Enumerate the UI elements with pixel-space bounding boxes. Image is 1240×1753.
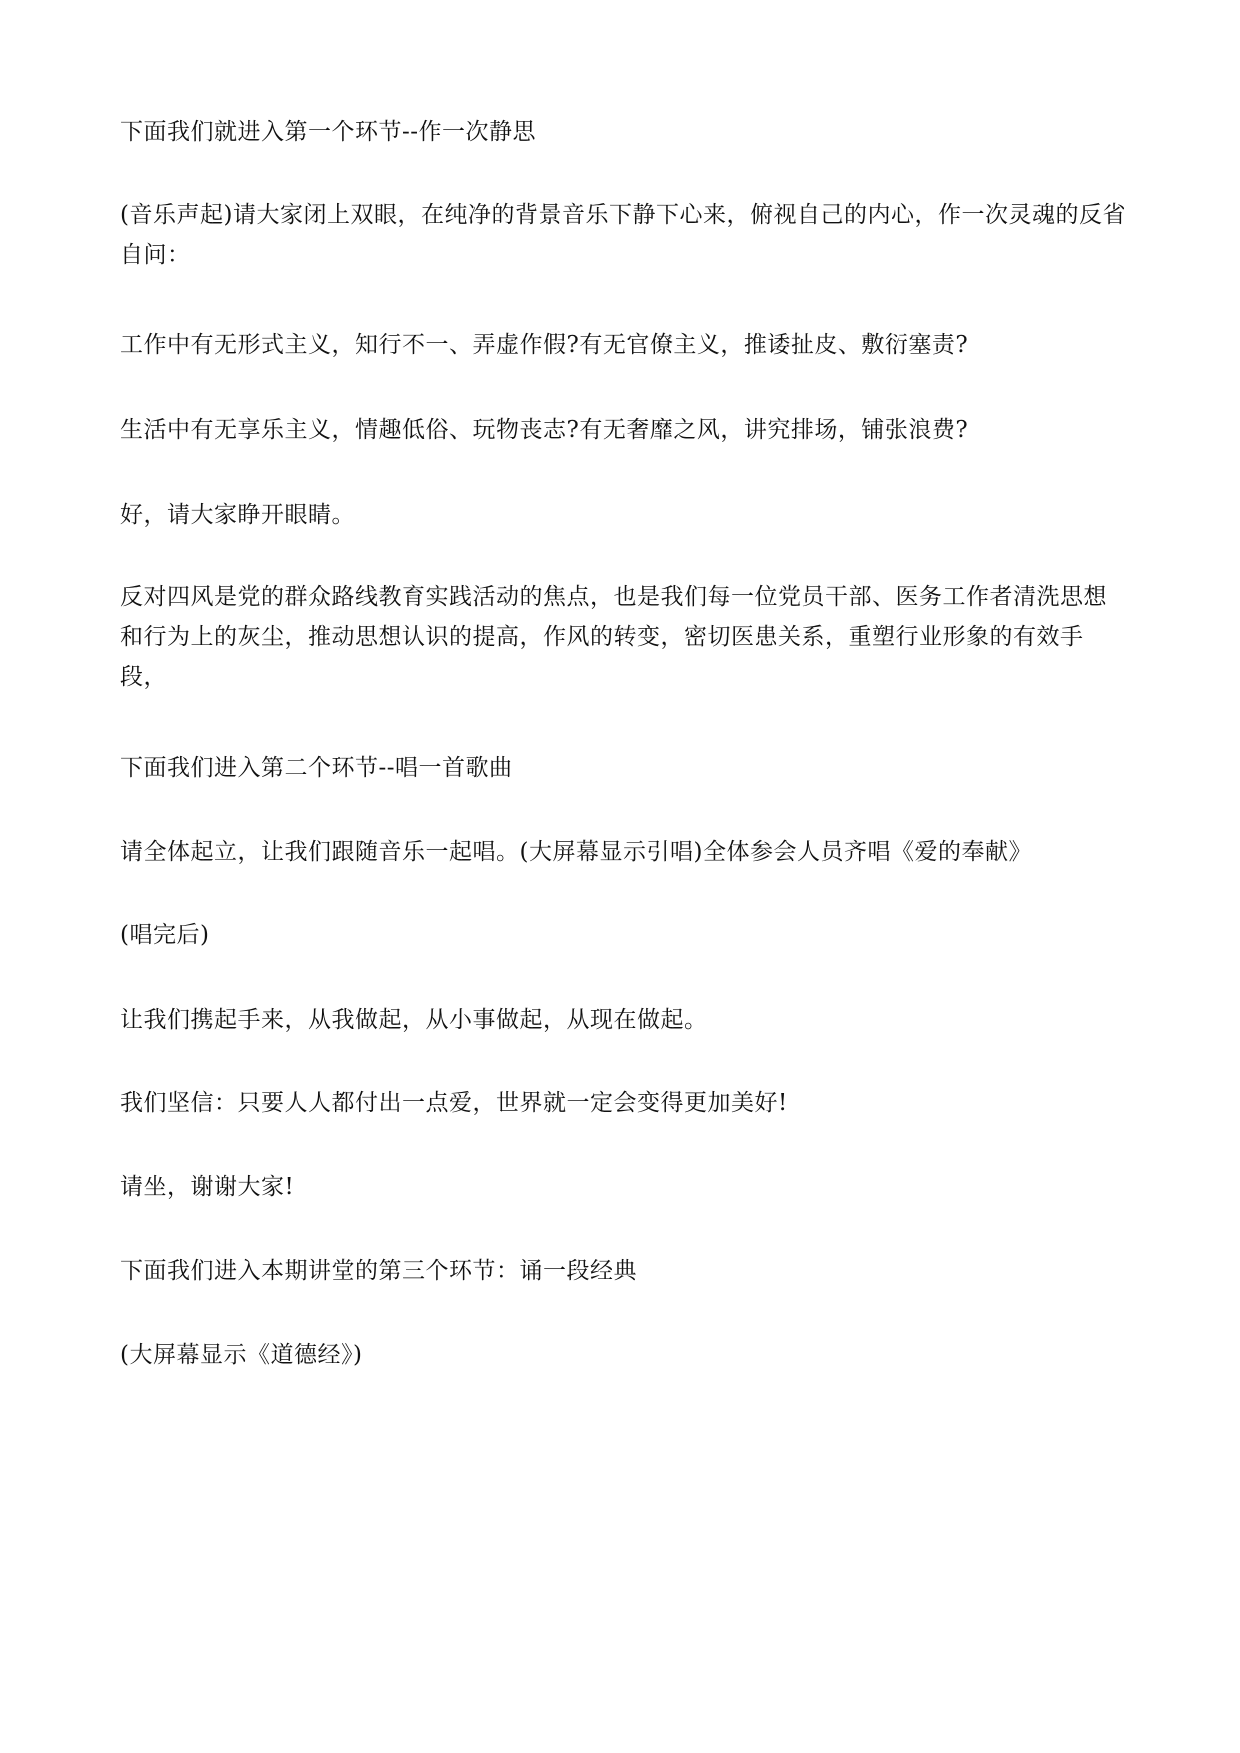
paragraph-section-three-intro: 下面我们进入本期讲堂的第三个环节：诵一段经典	[120, 1258, 637, 1284]
paragraph-meditation-instruction: (音乐声起)请大家闭上双眼，在纯净的背景音乐下静下心来，俯视自己的内心，作一次灵魂的反省自问：	[120, 202, 1126, 268]
paragraph-after-singing: (唱完后)	[120, 922, 210, 948]
paragraph-join-hands: 让我们携起手来，从我做起，从小事做起，从现在做起。	[120, 1007, 708, 1033]
paragraph-please-sit: 请坐，谢谢大家!	[120, 1174, 295, 1200]
paragraph-sing-instruction: 请全体起立，让我们跟随音乐一起唱。(大屏幕显示引唱)全体参会人员齐唱《爱的奉献》	[120, 839, 1032, 865]
paragraph-screen-daodejing: (大屏幕显示《道德经》)	[120, 1342, 363, 1368]
paragraph-work-reflection: 工作中有无形式主义，知行不一、弄虚作假?有无官僚主义，推诿扯皮、敷衍塞责?	[120, 332, 969, 358]
paragraph-four-winds: 反对四风是党的群众路线教育实践活动的焦点，也是我们每一位党员干部、医务工作者清洗思想和行为上的灰尘，推动思想认识的提高，作风的转变，密切医患关系，重塑行业形象的有效手段，	[120, 584, 1107, 690]
paragraph-open-eyes: 好，请大家睁开眼睛。	[120, 502, 355, 528]
paragraph-belief: 我们坚信：只要人人都付出一点爱，世界就一定会变得更加美好!	[120, 1090, 788, 1116]
paragraph-section-two-intro: 下面我们进入第二个环节--唱一首歌曲	[120, 755, 513, 781]
paragraph-section-one-intro: 下面我们就进入第一个环节--作一次静思	[120, 119, 537, 145]
paragraph-life-reflection: 生活中有无享乐主义，情趣低俗、玩物丧志?有无奢靡之风，讲究排场，铺张浪费?	[120, 417, 969, 443]
